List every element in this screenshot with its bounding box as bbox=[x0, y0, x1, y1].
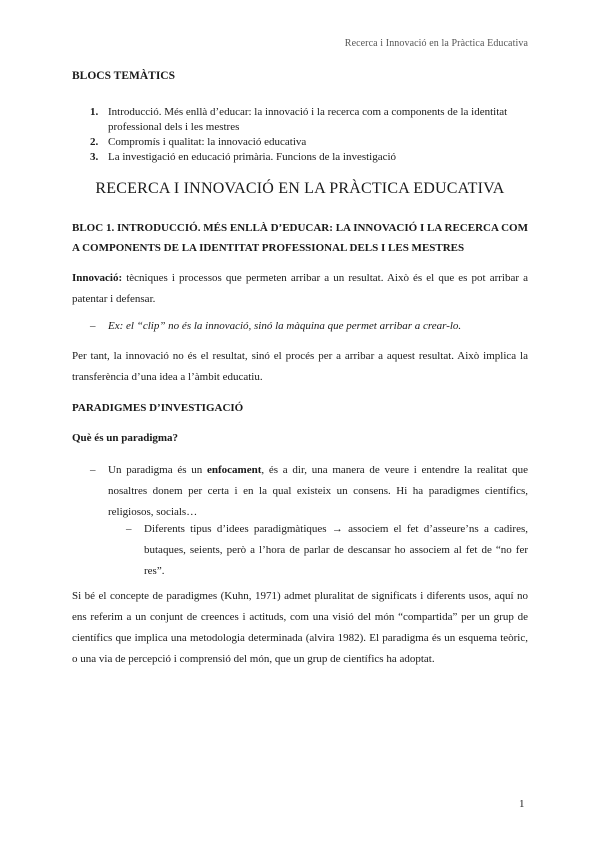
list-number: 3. bbox=[90, 151, 99, 163]
example-item bbox=[90, 316, 528, 337]
per-tant-paragraph: Per tant, la innovació no és el resultat, sinó el procés per a arribar a aquest resultat. Això implica la transferència d’una idea a l’àmbit educatiu. bbox=[72, 350, 528, 383]
paradigma-before: Un paradigma és un bbox=[108, 464, 208, 476]
kuhn-paragraph: Si bé el concepte de paradigmes (Kuhn, 1971) admet pluralitat de significats i diferents usos, aquí no ens referim a un conjunt de creences i actituds, com una visió del món “compartida” per un grup de científics que implica una metodologia determinada (alvira 1982). El paradigma és un esquema teòric, o una via de percepció i comprensió del món, que un grup de científics ha adoptat. bbox=[72, 590, 528, 665]
blocs-heading: BLOCS TEMÀTICS bbox=[72, 70, 176, 82]
innovacio-definition: tècniques i processos que permeten arribar a un resultat. Això és el que es pot arribar a patentar i defensar. bbox=[72, 272, 528, 305]
dash-bullet: – bbox=[126, 523, 132, 535]
que-es-heading: Què és un paradigma? bbox=[72, 432, 179, 444]
innovacio-paragraph bbox=[72, 268, 528, 310]
list-number: 1. bbox=[90, 106, 99, 118]
paradigma-subitem bbox=[126, 519, 528, 582]
dash-bullet: – bbox=[90, 320, 96, 332]
subitem-text: Diferents tipus d’idees paradigmàtiques → associem el fet d’asseure’ns a cadires, butaques, seients, però a l’hora de parlar de descansar ho associem al fet de “no fer res”. bbox=[144, 523, 528, 577]
list-item bbox=[72, 150, 528, 165]
list-number: 2. bbox=[90, 136, 99, 148]
paradigmes-heading: PARADIGMES D’INVESTIGACIÓ bbox=[72, 402, 244, 414]
list-item bbox=[72, 135, 528, 150]
innovacio-term: Innovació: bbox=[72, 272, 123, 284]
list-item bbox=[72, 105, 528, 135]
page-number: 1 bbox=[519, 798, 525, 810]
paradigma-item bbox=[90, 460, 528, 523]
blocs-list bbox=[72, 105, 528, 165]
list-text: La investigació en educació primària. Funcions de la investigació bbox=[108, 151, 397, 163]
dash-bullet: – bbox=[90, 464, 96, 476]
page-title: RECERCA I INNOVACIÓ EN LA PRÀCTICA EDUCATIVA bbox=[95, 180, 505, 197]
list-text: Compromís i qualitat: la innovació educativa bbox=[108, 136, 307, 148]
paradigma-bold: enfocament bbox=[207, 464, 262, 476]
bloc1-heading: BLOC 1. INTRODUCCIÓ. MÉS ENLLÀ D’EDUCAR: LA INNOVACIÓ I LA RECERCA COM A COMPONENTS DE LA IDENTITAT PROFESSIONAL DELS I LES MESTRES bbox=[72, 222, 528, 254]
paradigma-after: , és a dir, una manera de veure i entendre la realitat que nosaltres donem per certa i en la qual existeix un consens. Hi ha paradigmes científics, religiosos, socials… bbox=[108, 464, 528, 518]
running-header: Recerca i Innovació en la Pràctica Educativa bbox=[344, 38, 528, 49]
example-text: Ex: el “clip” no és la innovació, sinó la màquina que permet arribar a crear-lo. bbox=[108, 320, 462, 332]
list-text: Introducció. Més enllà d’educar: la innovació i la recerca com a components de la identitat professional dels i les mestres bbox=[108, 106, 508, 133]
